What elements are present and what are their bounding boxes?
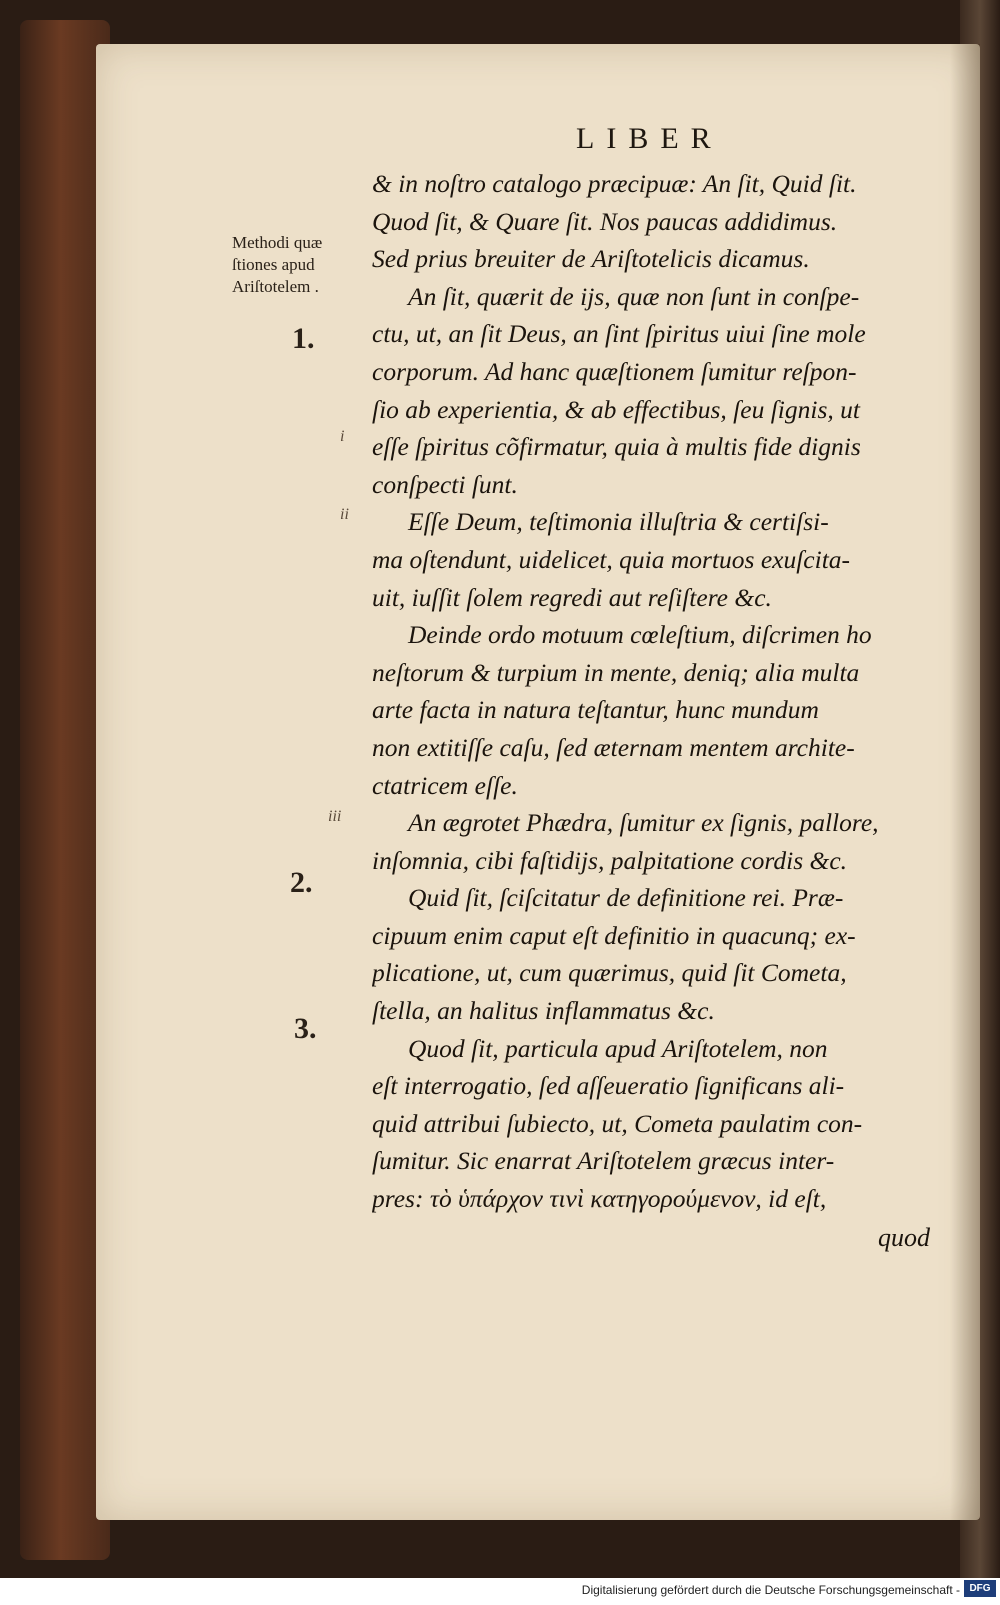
- text-line: eſſe ſpiritus cõfirmatur, quia à multis fide dignis: [372, 432, 861, 462]
- margin-note-line: ſtiones apud: [232, 255, 315, 274]
- text-line: neſtorum & turpium in mente, deniq; alia multa: [372, 657, 860, 687]
- text-line: Deinde ordo motuum cœleſtium, diſcrimen ho: [408, 620, 872, 650]
- text-line: Sed prius breuiter de Ariſtotelicis dicamus.: [372, 244, 810, 274]
- text-line: ſio ab experientia, & ab effectibus, ſeu ſignis, ut: [372, 394, 860, 424]
- text-line: non extitiſſe caſu, ſed æternam mentem archite-: [372, 732, 855, 762]
- text-line: Eſſe Deum, teſtimonia illuſtria & certiſsi-: [408, 507, 829, 537]
- text-line: ctatricem eſſe.: [372, 770, 518, 800]
- roman-marker-iii: iii: [328, 808, 342, 825]
- section-marker-1: 1.: [292, 322, 315, 355]
- text-line: Quod ſit, & Quare ſit. Nos paucas addidimus.: [372, 206, 838, 236]
- text-line: cipuum enim caput eſt definitio in quacunq; ex-: [372, 920, 856, 950]
- section-marker-2: 2.: [290, 866, 313, 899]
- text-line: arte facta in natura teſtantur, hunc mundum: [372, 695, 819, 725]
- text-line: An ægrotet Phædra, ſumitur ex ſignis, pallore,: [408, 808, 879, 838]
- catchword: quod: [878, 1223, 930, 1252]
- text-line: Quid ſit, ſciſcitatur de definitione rei. Præ-: [408, 883, 844, 913]
- text-line: ma oſtendunt, uidelicet, quia mortuos exuſcita-: [372, 544, 851, 574]
- text-line: uit, iuſſit ſolem regredi aut reſiſtere &c.: [372, 582, 772, 612]
- text-line: ctu, ut, an ſit Deus, an ſint ſpiritus uiui ſine mole: [372, 319, 866, 349]
- roman-marker-i: i: [340, 428, 345, 445]
- text-line: conſpecti ſunt.: [372, 469, 518, 499]
- text-line: Quod ſit, particula apud Ariſtotelem, non: [408, 1033, 828, 1063]
- text-line: corporum. Ad hanc quæſtionem ſumitur reſpon-: [372, 356, 857, 386]
- text-line: plicatione, ut, cum quærimus, quid ſit Cometa,: [372, 958, 847, 988]
- text-line: pres: τὸ ὑπάρχον τινὶ κατηγορούμενον, id eſt,: [372, 1184, 827, 1214]
- footer-credit: Digitalisierung gefördert durch die Deutsche Forschungsgemeinschaft -: [581, 1583, 960, 1597]
- dfg-logo: DFG: [964, 1580, 996, 1597]
- text-line: ſumitur. Sic enarrat Ariſtotelem græcus inter-: [372, 1146, 835, 1176]
- text-line: inſomnia, cibi faſtidijs, palpitatione cordis &c.: [372, 845, 848, 875]
- margin-note-line: Methodi quæ: [232, 233, 323, 252]
- text-line: An ſit, quærit de ijs, quæ non ſunt in conſpe-: [408, 281, 860, 311]
- text-line: eſt interrogatio, ſed aſſeueratio ſignificans ali-: [372, 1071, 845, 1101]
- main-text: [372, 165, 947, 1218]
- text-line: ſtella, an halitus inflammatus &c.: [372, 996, 715, 1026]
- roman-marker-ii: ii: [340, 506, 349, 523]
- section-marker-3: 3.: [294, 1012, 317, 1045]
- text-line: & in noſtro catalogo præcipuæ: An ſit, Quid ſit.: [372, 169, 857, 198]
- running-head: LIBER: [576, 122, 723, 155]
- text-line: quid attribui ſubiecto, ut, Cometa paulatim con-: [372, 1108, 863, 1138]
- margin-note-line: Ariſtotelem .: [232, 277, 319, 296]
- margin-note: [232, 232, 322, 298]
